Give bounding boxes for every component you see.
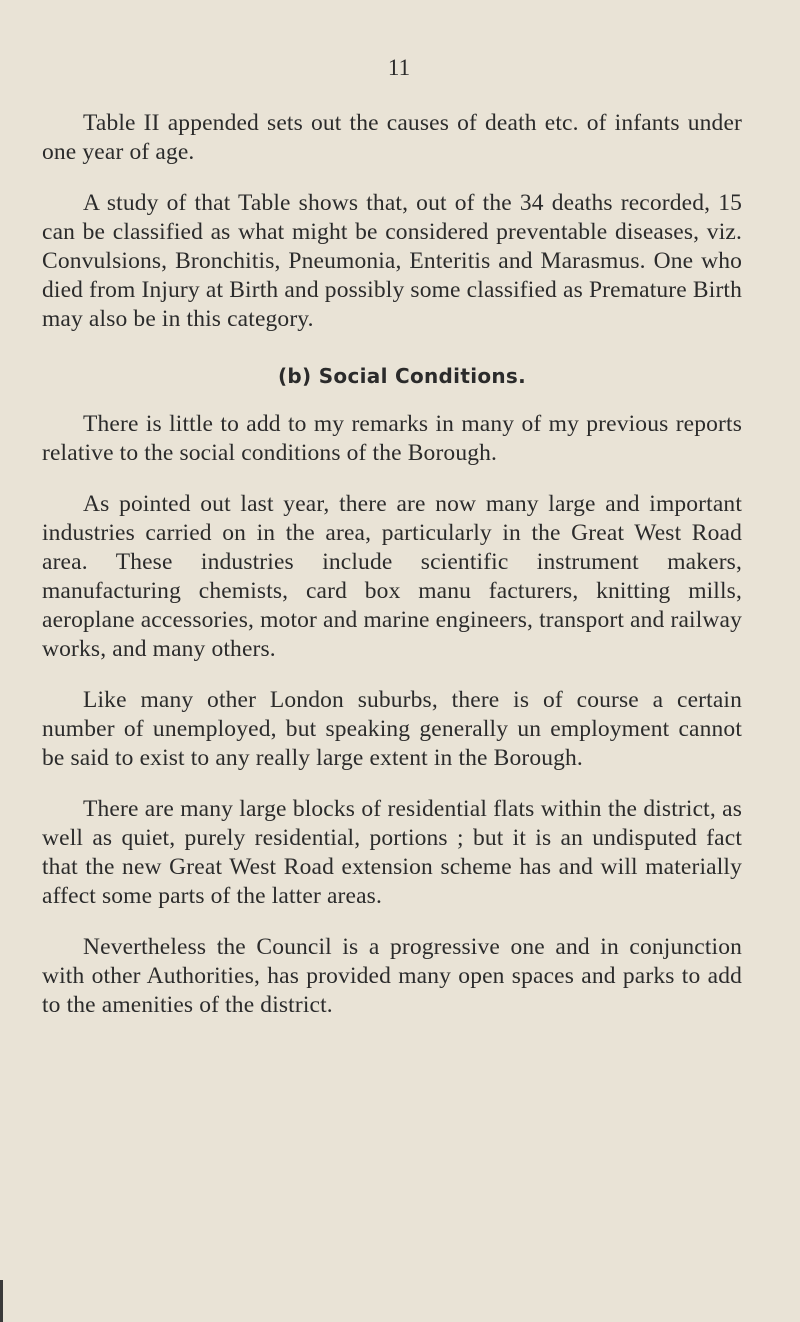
paragraph-open-spaces: Nevertheless the Council is a progressive one and in conjunction with other Authorities, has provided many open spaces and parks to add to the amenities of the district. (42, 934, 742, 1018)
paragraph-social-remarks: There is little to add to my remarks in many of my previous reports relative to the social conditions of the Borough. (42, 411, 742, 466)
document-page (42, 55, 742, 1042)
paragraph-industries: As pointed out last year, there are now many large and important industries carried on in the area, particularly in the Great West Road area. These industries include scientific instrument makers, manufacturing chemists, card box manu facturers, knitting mills, aeroplane accessories, motor and marine engineers, transport and railway works, and many others. (42, 491, 742, 662)
page-number: 11 (387, 55, 411, 80)
paragraph-study-of-table: A study of that Table shows that, out of the 34 deaths recorded, 15 can be classified as what might be considered preventable diseases, viz. Convulsions, Bronchitis, Pneumonia, Enteritis and Marasmus. One who died from Injury at Birth and possibly some classified as Premature Birth may also be in this category. (42, 190, 742, 332)
paragraph-table-ii: Table II appended sets out the causes of death etc. of infants under one year of age. (42, 110, 742, 165)
paragraph-residential-flats: There are many large blocks of residential flats within the district, as well as quiet, purely residential, portions ; but it is an undisputed fact that the new Great West Road extension scheme has and will materially affect some parts of the latter areas. (42, 796, 742, 909)
section-heading: (b) Social Conditions. (277, 364, 527, 388)
paragraph-unemployment: Like many other London suburbs, there is of course a certain number of unemployed, but speaking generally un employment cannot be said to exist to any really large extent in the Borough. (42, 687, 742, 771)
scan-edge-mark (0, 1280, 3, 1322)
